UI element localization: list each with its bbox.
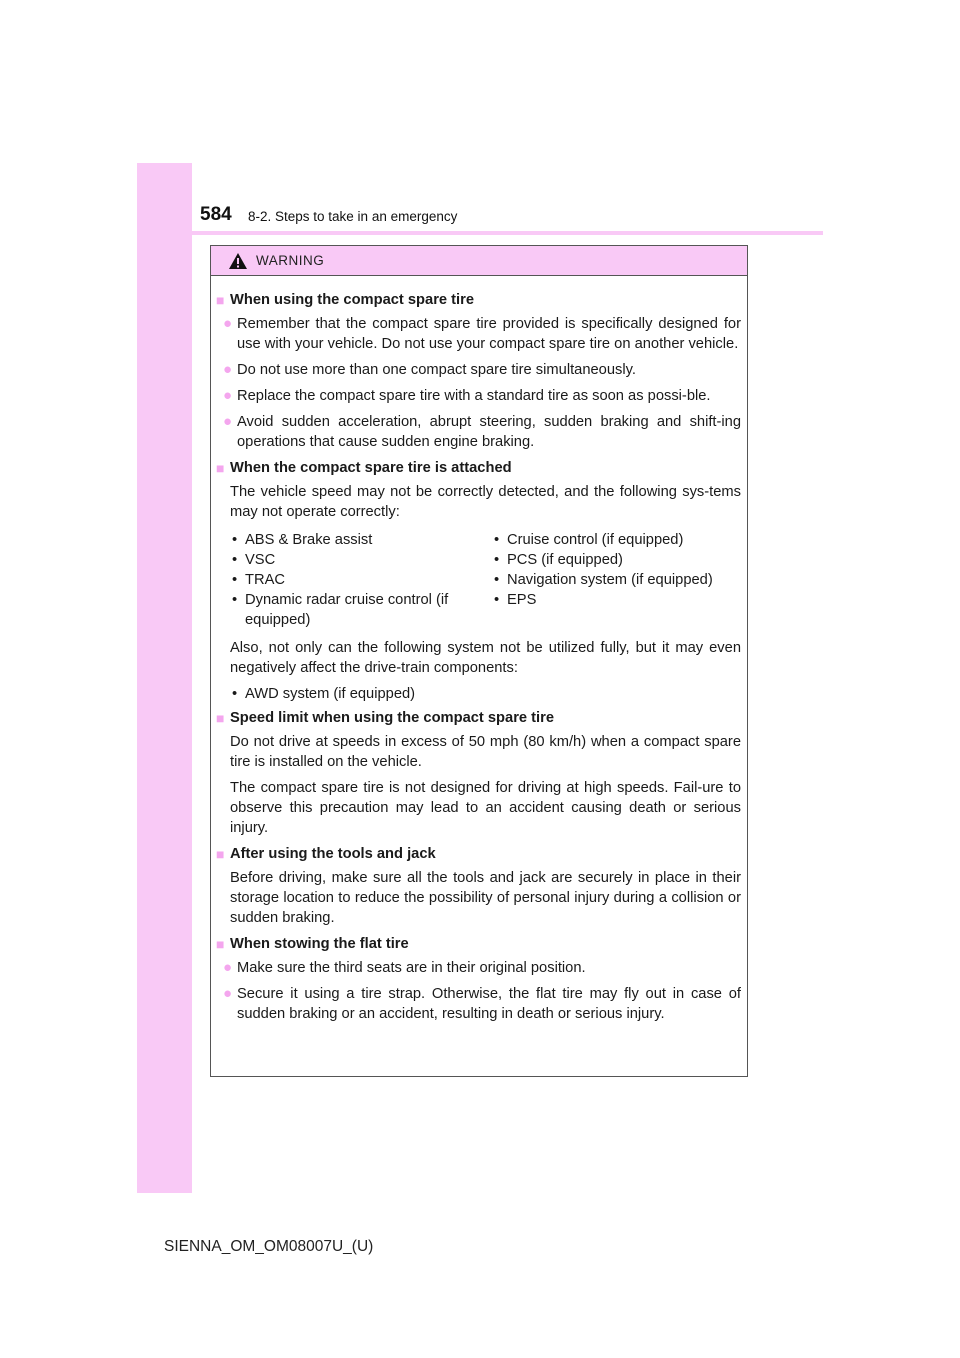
system-list-right [494,530,713,630]
list-item: • EPS [494,592,537,608]
paragraph: Do not drive at speeds in excess of 50 mph (80 km/h) when a compact spare tire is installed on the vehicle. [230,734,741,770]
side-band [137,163,192,1193]
square-bullet-icon: ■ [216,936,225,952]
list-item: • PCS (if equipped) [494,552,623,568]
section-heading: ■ When using the compact spare tire [216,292,475,308]
section-title: 8-2. Steps to take in an emergency [248,209,458,224]
list-item: • AWD system (if equipped) [232,686,416,702]
section-heading: ■ When stowing the flat tire [216,936,409,952]
bullet-item: ● Replace the compact spare tire with a standard tire as soon as possi-ble. [223,387,711,404]
square-bullet-icon: ■ [216,460,225,476]
list-item: • ABS & Brake assist [232,532,373,548]
circle-bullet-icon: ● [223,985,233,1002]
warning-triangle-icon [228,252,248,270]
warning-header [211,246,747,276]
warning-box [210,245,748,1077]
bullet-item: ● Secure it using a tire strap. Otherwise, the flat tire may fly out in case of sudden braking or an accident, resulting in death or serious injury. [223,985,741,1022]
square-bullet-icon: ■ [216,292,225,308]
bullet-item: ● Do not use more than one compact spare tire simultaneously. [223,361,636,378]
bullet-item: ● Avoid sudden acceleration, abrupt steering, sudden braking and shift-ing operations that cause sudden engine braking. [223,413,741,450]
list-item: • TRAC [232,572,285,588]
circle-bullet-icon: ● [223,387,233,404]
paragraph: The compact spare tire is not designed for driving at high speeds. Fail-ure to observe this precaution may lead to an accident causing death or serious injury. [230,780,741,836]
system-list-left [232,530,494,630]
system-list [232,530,741,630]
list-item: • Dynamic radar cruise control (if equipped) [232,592,449,628]
bullet-item: ● Remember that the compact spare tire provided is specifically designed for use with your vehicle. Do not use your compact spare tire on another vehicle. [223,315,741,352]
page-number: 584 [200,204,232,225]
section-heading: ■ When the compact spare tire is attached [216,460,512,476]
drive-train-list [232,684,741,704]
list-item: • Cruise control (if equipped) [494,532,684,548]
circle-bullet-icon: ● [223,959,233,976]
list-item: • VSC [232,552,276,568]
circle-bullet-icon: ● [223,361,233,378]
circle-bullet-icon: ● [223,315,233,332]
list-item: • Navigation system (if equipped) [494,572,713,588]
paragraph: Also, not only can the following system not be utilized fully, but it may even negatively affect the drive-train components: [230,640,741,676]
paragraph: The vehicle speed may not be correctly detected, and the following sys-tems may not operate correctly: [230,484,741,520]
section-heading: ■ Speed limit when using the compact spare tire [216,710,555,726]
header-rule [137,231,823,235]
warning-label: WARNING [256,253,325,268]
warning-body [211,276,747,1024]
square-bullet-icon: ■ [216,846,225,862]
square-bullet-icon: ■ [216,710,225,726]
footer-code: SIENNA_OM_OM08007U_(U) [164,1238,374,1255]
bullet-item: ● Make sure the third seats are in their original position. [223,959,586,976]
section-heading: ■ After using the tools and jack [216,846,436,862]
paragraph: Before driving, make sure all the tools and jack are securely in place in their storage location to reduce the possibility of personal injury during a collision or sudden braking. [230,870,741,926]
circle-bullet-icon: ● [223,413,233,430]
